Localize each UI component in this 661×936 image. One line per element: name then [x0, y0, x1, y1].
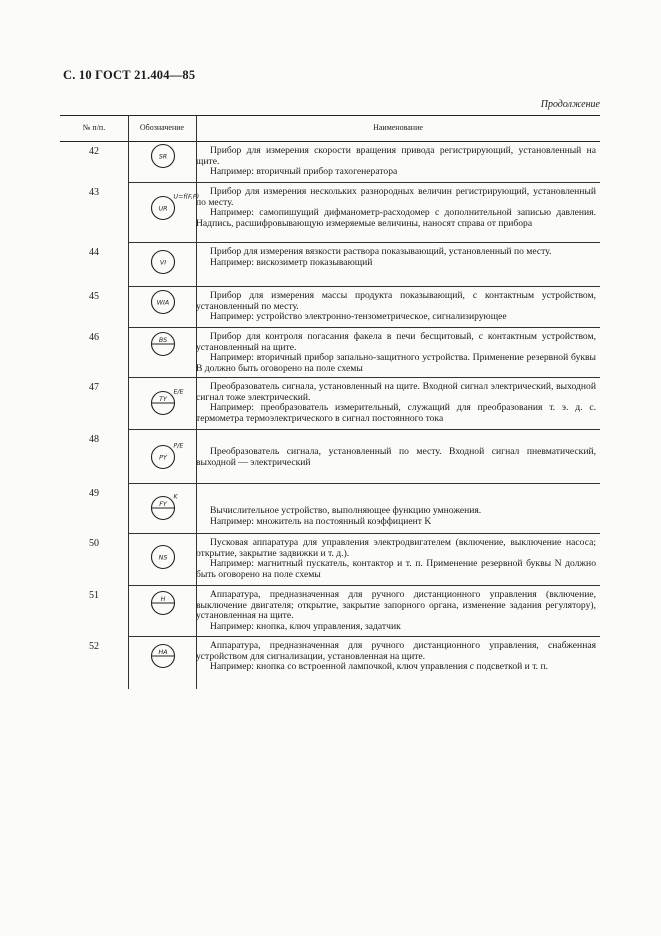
- instrument-example: Например: вискозиметр показывающий: [210, 256, 373, 268]
- instrument-example: Например: магнитный пускатель, контактор и т. п. Применение резервной буквы N должно быть оговорено на поле схемы: [196, 558, 596, 580]
- row-description: [196, 247, 596, 268]
- row-number: 43: [89, 187, 99, 198]
- row-description: [196, 146, 596, 178]
- instrument-name: Прибор для измерения скорости вращения привода регистрирующий, установленный на щите.: [196, 145, 596, 167]
- instrument-name: Прибор для измерения нескольких разнородных величин регистрирующий, установленный по месту.: [196, 186, 596, 208]
- row-number: 44: [89, 247, 99, 258]
- symbol-letters: PY: [159, 454, 167, 462]
- instrument-example: Например: вторичный прибор тахогенератора: [210, 166, 398, 178]
- page-header: С. 10 ГОСТ 21.404—85: [63, 68, 196, 82]
- table-row: [60, 534, 600, 586]
- instrument-symbol: [128, 586, 196, 637]
- row-description: [196, 382, 596, 424]
- table-row: [60, 586, 600, 637]
- instrument-example: Например: устройство электронно-тензометрическое, сигнализирующее: [210, 311, 507, 323]
- instrument-example: Например: вторичный прибор запально-защитного устройства. Применение резервной буквы B должно быть оговорено на поле схемы: [196, 352, 596, 374]
- header-name: Наименование: [373, 123, 423, 132]
- row-number: 50: [89, 538, 99, 549]
- symbol-annotation: U=f(F,P): [173, 193, 200, 201]
- symbol-graphic: [128, 287, 196, 328]
- table-row: [60, 287, 600, 328]
- symbol-graphic: [128, 534, 196, 586]
- instrument-name: Преобразователь сигнала, установленный по месту. Входной сигнал пневматический, выходной — электрический: [196, 446, 596, 468]
- instrument-symbol: [128, 534, 196, 586]
- instrument-example: Например: кнопка со встроенной лампочкой, ключ управления с подсветкой и т. п.: [210, 661, 548, 673]
- row-description: [196, 538, 596, 580]
- table-row: [60, 328, 600, 378]
- instrument-symbol: [128, 484, 196, 534]
- row-description: [196, 590, 596, 632]
- instrument-example: Например: самопишущий дифманометр-расходомер с дополнительной записью давления. Надпись, расшифровывающую измеряемые величины, наносят справа от прибора: [196, 207, 596, 229]
- symbol-letters: FY: [159, 501, 167, 508]
- symbol-annotation: E/E: [173, 388, 184, 396]
- instrument-example: Например: множитель на постоянный коэффициент K: [210, 515, 432, 527]
- symbol-graphic: [128, 183, 200, 243]
- symbol-graphic: [128, 328, 196, 378]
- table-row: [60, 183, 600, 243]
- instrument-name: Прибор для измерения вязкости раствора показывающий, установленный по месту.: [210, 246, 552, 257]
- symbol-letters: H: [160, 596, 166, 603]
- symbol-graphic: [128, 243, 196, 287]
- table-row: [60, 142, 600, 183]
- symbol-letters: BS: [158, 337, 168, 344]
- instrument-symbol: [128, 183, 200, 243]
- symbol-graphic: [128, 484, 196, 534]
- row-description: [196, 506, 596, 527]
- header-num: № п/п.: [82, 123, 106, 132]
- instrument-symbol: [128, 328, 196, 378]
- row-description: [196, 187, 596, 229]
- row-number: 48: [89, 434, 99, 445]
- instrument-name: Вычислительное устройство, выполняющее функцию умножения.: [210, 505, 482, 516]
- instrument-name: Прибор для измерения массы продукта показывающий, с контактным устройством, установленный по месту.: [196, 290, 596, 312]
- symbol-letters: SR: [158, 153, 168, 161]
- continuation-label: Продолжение: [540, 99, 600, 110]
- table-row: [60, 637, 600, 689]
- row-number: 51: [89, 590, 99, 601]
- row-number: 52: [89, 641, 99, 652]
- symbol-letters: NS: [158, 554, 168, 562]
- instrument-name: Аппаратура, предназначенная для ручного дистанционного управления (включение, выключение двигателя; открытие, закрытие запорного органа, изменение задания регулятору), установленная на щите.: [196, 589, 596, 622]
- symbol-letters: TY: [159, 396, 167, 403]
- row-description: [196, 447, 596, 468]
- row-description: [196, 291, 596, 323]
- instrument-name: Прибор для контроля погасания факела в печи бесщитовый, с контактным устройством, установленный на щите.: [196, 331, 596, 353]
- symbol-graphic: [128, 637, 196, 689]
- symbol-annotation: P/E: [173, 442, 184, 450]
- instrument-symbol: [128, 637, 196, 689]
- row-number: 49: [89, 488, 99, 499]
- instrument-symbol: [128, 430, 196, 484]
- instrument-name: Преобразователь сигнала, установленный на щите. Входной сигнал электрический, выходной сигнал тоже электрический.: [196, 381, 596, 403]
- instrument-symbol: [128, 243, 196, 287]
- instrument-symbol: [128, 378, 196, 430]
- instrument-symbol: [128, 287, 196, 328]
- symbol-graphic: [128, 586, 196, 637]
- symbol-graphic: [128, 430, 196, 484]
- symbol-graphic: [128, 142, 196, 183]
- row-description: [196, 332, 596, 374]
- symbol-letters: VI: [159, 259, 167, 267]
- instrument-name: Пусковая аппаратура для управления электродвигателем (включение, выключение насоса; открытие, закрытие задвижки и т. д.).: [196, 537, 596, 559]
- symbol-letters: HA: [158, 649, 168, 656]
- symbol-letters: WIA: [156, 299, 170, 307]
- table-row: [60, 243, 600, 287]
- table-row: [60, 378, 600, 430]
- table-row: [60, 430, 600, 484]
- symbol-annotation: K: [173, 493, 178, 501]
- row-description: [196, 641, 596, 673]
- table-top-rule: [60, 115, 600, 116]
- instrument-example: Например: кнопка, ключ управления, задатчик: [210, 620, 401, 632]
- row-number: 47: [89, 382, 99, 393]
- row-number: 42: [89, 146, 99, 157]
- table-row: [60, 484, 600, 534]
- symbol-letters: UR: [158, 205, 168, 213]
- header-symbol: Обозначение: [139, 123, 185, 132]
- symbol-graphic: [128, 378, 196, 430]
- instrument-example: Например: преобразователь измерительный, служащий для преобразования т. э. д. с. термометра термоэлектрического в сигнал постоянного тока: [196, 402, 596, 424]
- row-number: 45: [89, 291, 99, 302]
- instrument-symbol: [128, 142, 196, 183]
- row-number: 46: [89, 332, 99, 343]
- instrument-name: Аппаратура, предназначенная для ручного дистанционного управления, снабженная устройством для сигнализации, установленная на щите.: [196, 640, 596, 662]
